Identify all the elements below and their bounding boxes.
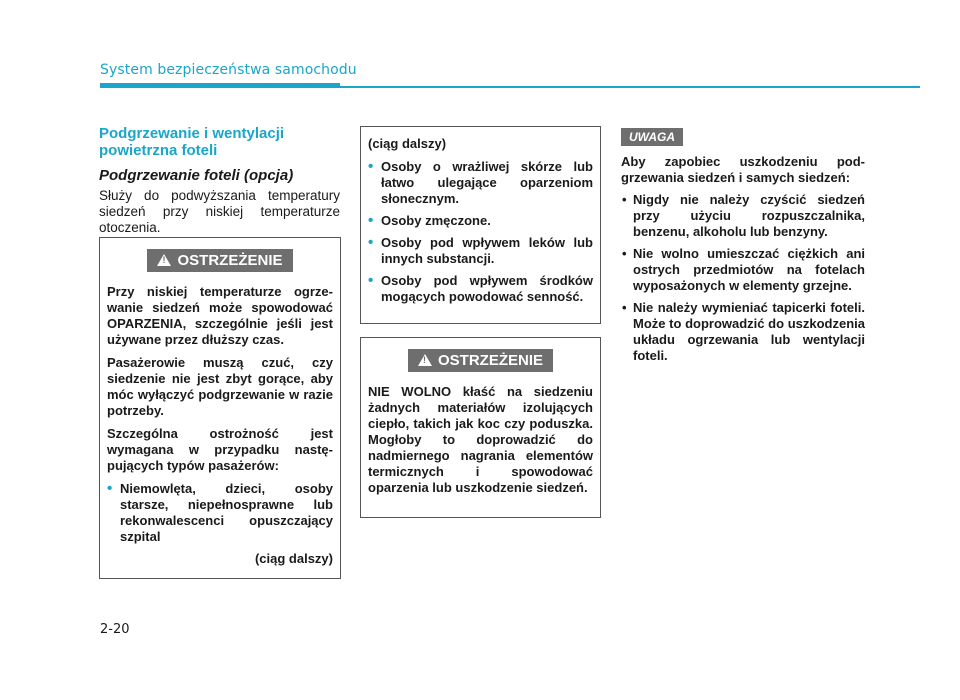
subheading: Podgrzewanie foteli (opcja) bbox=[99, 167, 294, 184]
warning-box-2 bbox=[360, 337, 601, 518]
list-item: • Nie należy wymieniać tapicerki foteli. Może to doprowadzić do uszkodzenia układu ogrzewania lub wentylacji foteli. bbox=[621, 300, 865, 364]
warning-label bbox=[147, 249, 292, 272]
list-item: • Nie wolno umieszczać ciężkich ani ostrych przedmiotów na fotelach wyposażonych w elementy grzejne. bbox=[621, 246, 865, 294]
warning-triangle-icon bbox=[157, 254, 171, 266]
continuation-body bbox=[361, 127, 600, 321]
warning-label-text: OSTRZEŻENIE bbox=[437, 351, 543, 369]
warning-paragraph: Przy niskiej temperaturze ogrzewanie siedzeń może spowodować OPARZENIA, szczególnie jeśli jest używane przez dłuższy czas. bbox=[107, 284, 333, 347]
list-item: • Osoby pod wpływem środków mogących powodować senność. bbox=[368, 273, 593, 305]
warning-paragraph: Pasażerowie muszą czuć, czy siedzenie nie jest zbyt gorące, aby móc wyłączyć podgrzewanie w razie potrzeby. bbox=[107, 355, 333, 418]
notice-bullets bbox=[621, 192, 865, 364]
intro-column bbox=[99, 125, 340, 236]
list-item: • Nigdy nie należy czyścić siedzeń przy użyciu rozpuszczalnika, benzenu, alkoholu lub benzyny. bbox=[621, 192, 865, 240]
intro-text: Służy do podwyższania temperatury siedzeń przy niskiej temperaturze otoczenia. bbox=[99, 188, 340, 235]
notice-intro: Aby zapobiec uszkodzeniu podgrzewania siedzeń i samych siedzeń: bbox=[621, 154, 865, 185]
warning-paragraph: NIE WOLNO kłaść na siedzeniu żadnych materiałów izolujących ciepło, takich jak koc czy poduszka. Mogłoby to doprowadzić do nadmiernego nagrania elementów termicznych i spowodować oparzenia lub uszkodzenie siedzeń. bbox=[368, 384, 593, 495]
list-item: • Niemowlęta, dzieci, osoby starsze, niepełnosprawne lub rekonwalescenci opuszczający szpital bbox=[107, 481, 333, 545]
notice-badge: UWAGA bbox=[621, 128, 683, 146]
warning-bullets bbox=[107, 481, 333, 545]
page-number: 2-20 bbox=[100, 622, 130, 637]
warning-paragraph: Szczególna ostrożność jest wymagana w przypadku następujących typów pasażerów: bbox=[107, 426, 333, 473]
warning-body bbox=[100, 282, 340, 577]
continuation-lead: (ciąg dalszy) bbox=[368, 136, 447, 151]
list-item: • Osoby zmęczone. bbox=[368, 213, 593, 229]
warning-box-1 bbox=[99, 237, 341, 579]
continued-note: (ciąg dalszy) bbox=[254, 551, 333, 566]
section-header-title: System bezpieczeństwa samochodu bbox=[100, 62, 357, 78]
continuation-bullets bbox=[368, 159, 593, 305]
warning-header bbox=[361, 338, 600, 382]
header-rule bbox=[340, 86, 920, 88]
warning-body bbox=[361, 382, 600, 513]
section-heading: Podgrzewanie i wentylacji powietrzna foteli bbox=[99, 125, 285, 159]
list-item: • Osoby o wrażliwej skórze lub łatwo ulegające oparzeniom słonecznym. bbox=[368, 159, 593, 207]
warning-header bbox=[100, 238, 340, 282]
warning-label-text: OSTRZEŻENIE bbox=[177, 251, 283, 269]
notice-column bbox=[621, 154, 865, 370]
warning-triangle-icon bbox=[418, 354, 432, 366]
list-item: • Osoby pod wpływem leków lub innych substancji. bbox=[368, 235, 593, 267]
continuation-box bbox=[360, 126, 601, 324]
header-rule-accent bbox=[100, 83, 340, 88]
warning-label bbox=[408, 349, 553, 372]
